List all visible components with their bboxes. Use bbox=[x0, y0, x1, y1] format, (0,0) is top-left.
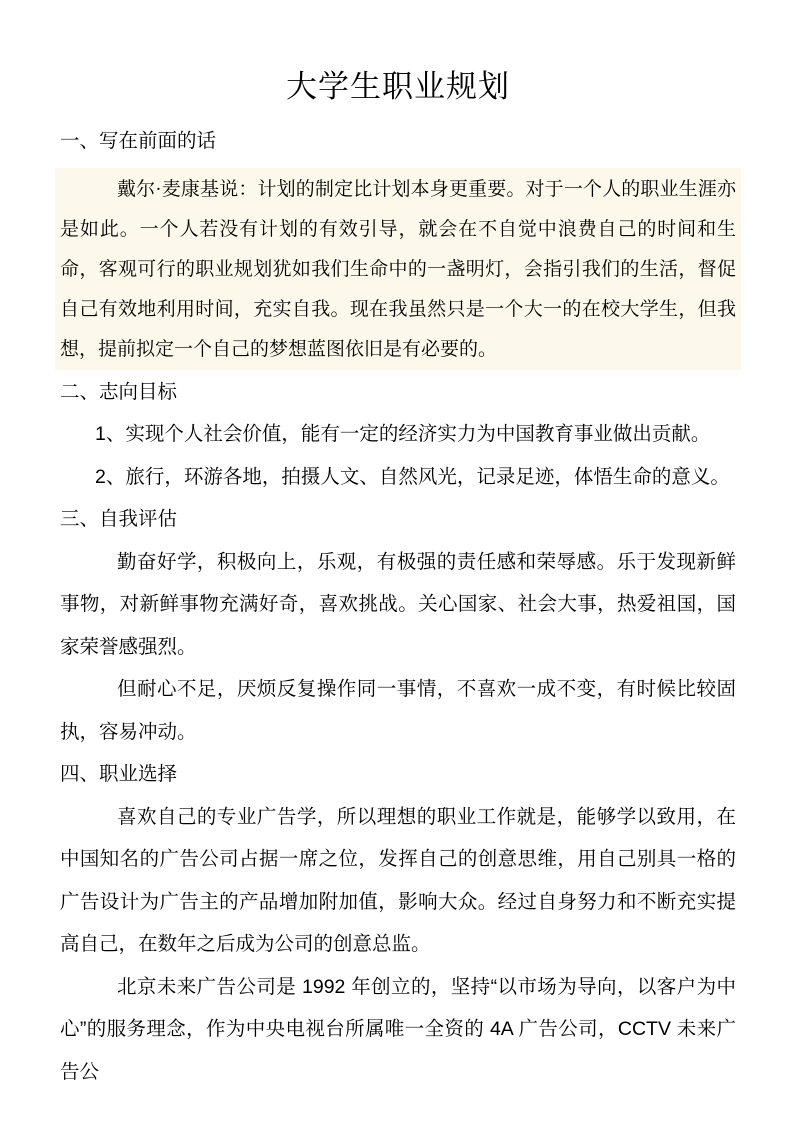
section-1-heading: 一、写在前面的话 bbox=[60, 130, 217, 152]
self-evaluation-paragraph-2: 但耐心不足，厌烦反复操作同一事情，不喜欢一成不变，有时候比较固执，容易冲动。 bbox=[60, 678, 736, 743]
self-evaluation-paragraph-1: 勤奋好学，积极向上，乐观，有极强的责任感和荣辱感。乐于发现新鲜事物，对新鲜事物充满好奇，喜欢挑战。关心国家、社会大事，热爱祖国，国家荣誉感强烈。 bbox=[60, 550, 736, 658]
section-4-heading: 四、职业选择 bbox=[60, 763, 178, 785]
section-3-heading: 三、自我评估 bbox=[60, 508, 178, 530]
highlighted-quote-paragraph: 戴尔·麦康基说：计划的制定比计划本身更重要。对于一个人的职业生涯亦是如此。一个人若没有计划的有效引导，就会在不自觉中浪费自己的时间和生命，客观可行的职业规划犹如我们生命中的一盏明灯，会指引我们的生活，督促自己有效地利用时间，充实自我。现在我虽然只是一个大一的在校大学生，但我想，提前拟定一个自己的梦想蓝图依旧是有必要的。 bbox=[55, 168, 741, 370]
career-choice-paragraph-2: 北京未来广告公司是 1992 年创立的，坚持“以市场为导向，以客户为中心”的服务理念，作为中央电视台所属唯一全资的 4A 广告公司，CCTV 未来广告公 bbox=[60, 975, 736, 1083]
document-body bbox=[60, 371, 736, 1094]
section-2-heading: 二、志向目标 bbox=[60, 380, 178, 403]
goal-list-item-2: 2、旅行，环游各地，拍摄人文、自然风光，记录足迹，体悟生命的意义。 bbox=[95, 465, 730, 488]
goal-list-item-1: 1、实现个人社会价值，能有一定的经济实力为中国教育事业做出贡献。 bbox=[95, 423, 711, 445]
document-title: 大学生职业规划 bbox=[286, 69, 510, 104]
career-choice-paragraph-1: 喜欢自己的专业广告学，所以理想的职业工作就是，能够学以致用，在中国知名的广告公司占据一席之位，发挥自己的创意思维，用自己别具一格的广告设计为广告主的产品增加附加值，影响大众。经过自身努力和不断充实提高自己，在数年之后成为公司的创意总监。 bbox=[60, 805, 736, 955]
